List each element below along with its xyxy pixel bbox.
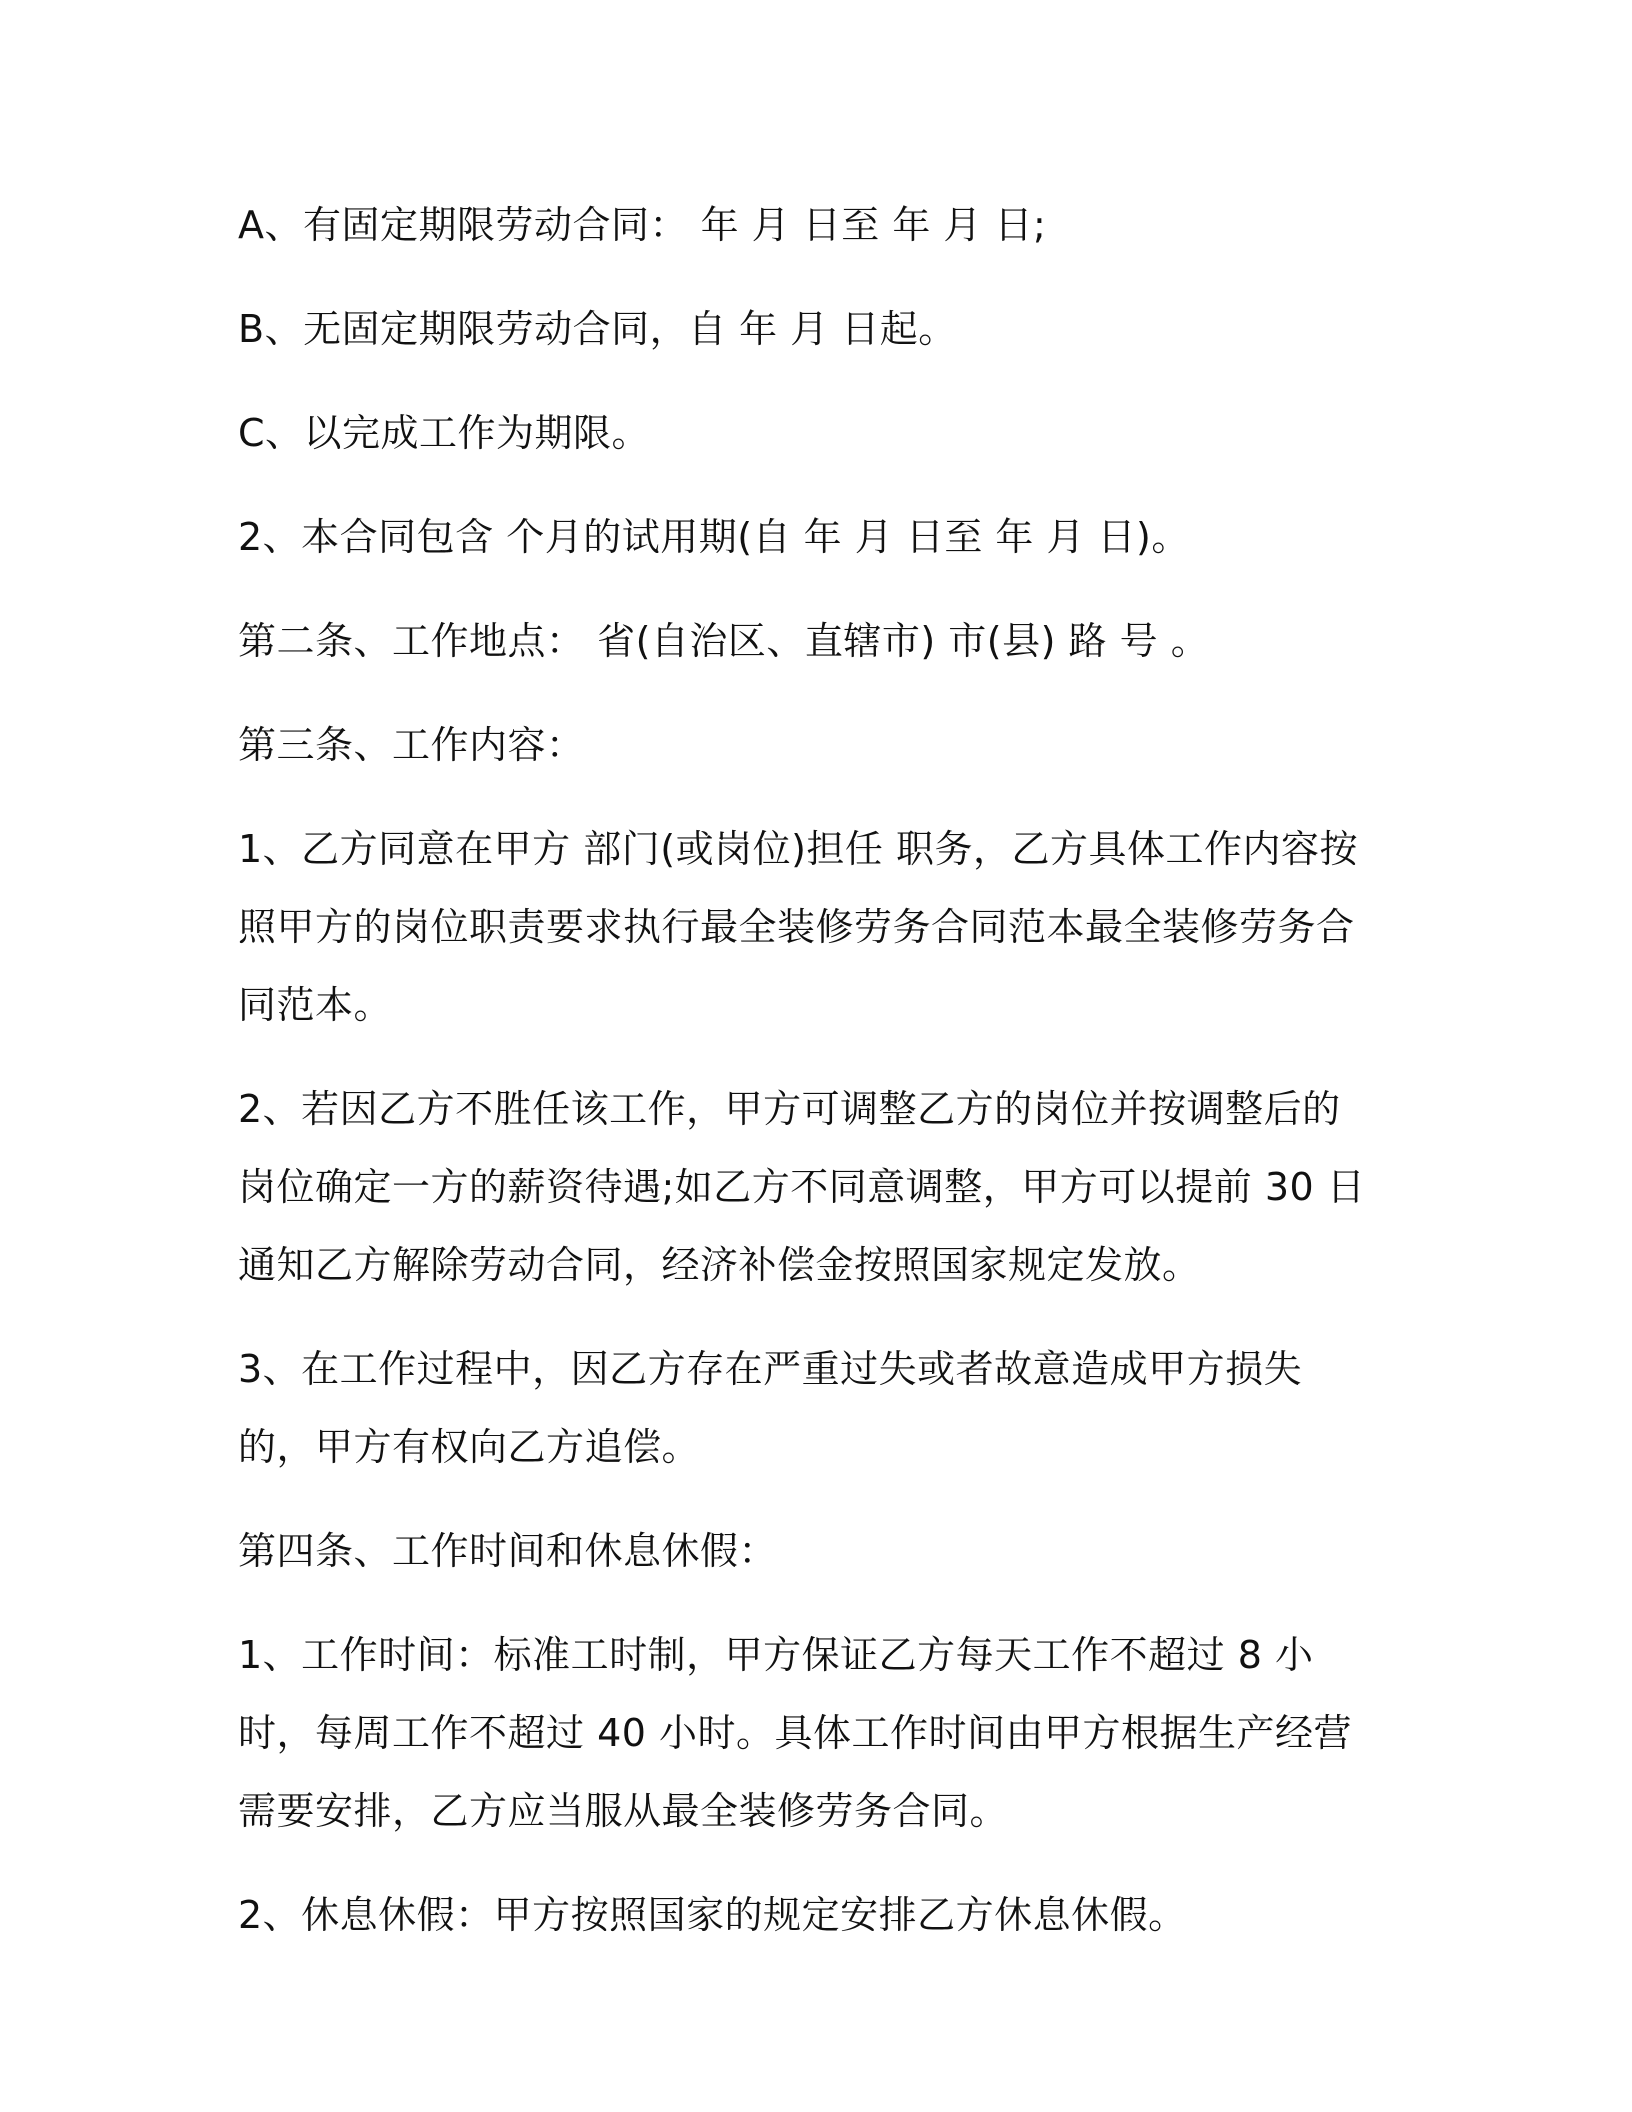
paragraph-liability-recovery: 3、在工作过程中，因乙方存在严重过失或者故意造成甲方损失的，甲方有权向乙方追偿。 bbox=[238, 1347, 1303, 1469]
paragraph-job-position: 1、乙方同意在甲方 部门(或岗位)担任 职务，乙方具体工作内容按照甲方的岗位职责要求执行最全装修劳务合同范本最全装修劳务合同范本。 bbox=[238, 827, 1358, 1027]
paragraph-task-based-contract: C、以完成工作为期限。 bbox=[238, 411, 651, 455]
paragraph-working-hours: 1、工作时间：标准工时制，甲方保证乙方每天工作不超过 8 小时，每周工作不超过 40 小时。具体工作时间由甲方根据生产经营需要安排，乙方应当服从最全装修劳务合同。 bbox=[238, 1633, 1353, 1833]
paragraph-rest-and-leave: 2、休息休假：甲方按照国家的规定安排乙方休息休假。 bbox=[238, 1893, 1187, 1937]
paragraph-fixed-term-contract: A、有固定期限劳动合同： 年 月 日至 年 月 日; bbox=[238, 203, 1047, 247]
heading-work-content: 第三条、工作内容： bbox=[238, 723, 585, 767]
heading-working-hours-and-leave: 第四条、工作时间和休息休假： bbox=[238, 1529, 778, 1573]
document-body bbox=[238, 186, 1378, 1954]
heading-work-location: 第二条、工作地点： 省(自治区、直辖市) 市(县) 路 号 。 bbox=[238, 619, 1210, 663]
paragraph-position-adjustment: 2、若因乙方不胜任该工作，甲方可调整乙方的岗位并按调整后的岗位确定一方的薪资待遇;如乙方不同意调整，甲方可以提前 30 日通知乙方解除劳动合同，经济补偿金按照国家规定发放。 bbox=[238, 1087, 1366, 1287]
paragraph-probation-period: 2、本合同包含 个月的试用期(自 年 月 日至 年 月 日)。 bbox=[238, 515, 1190, 559]
paragraph-open-ended-contract: B、无固定期限劳动合同，自 年 月 日起。 bbox=[238, 307, 957, 351]
